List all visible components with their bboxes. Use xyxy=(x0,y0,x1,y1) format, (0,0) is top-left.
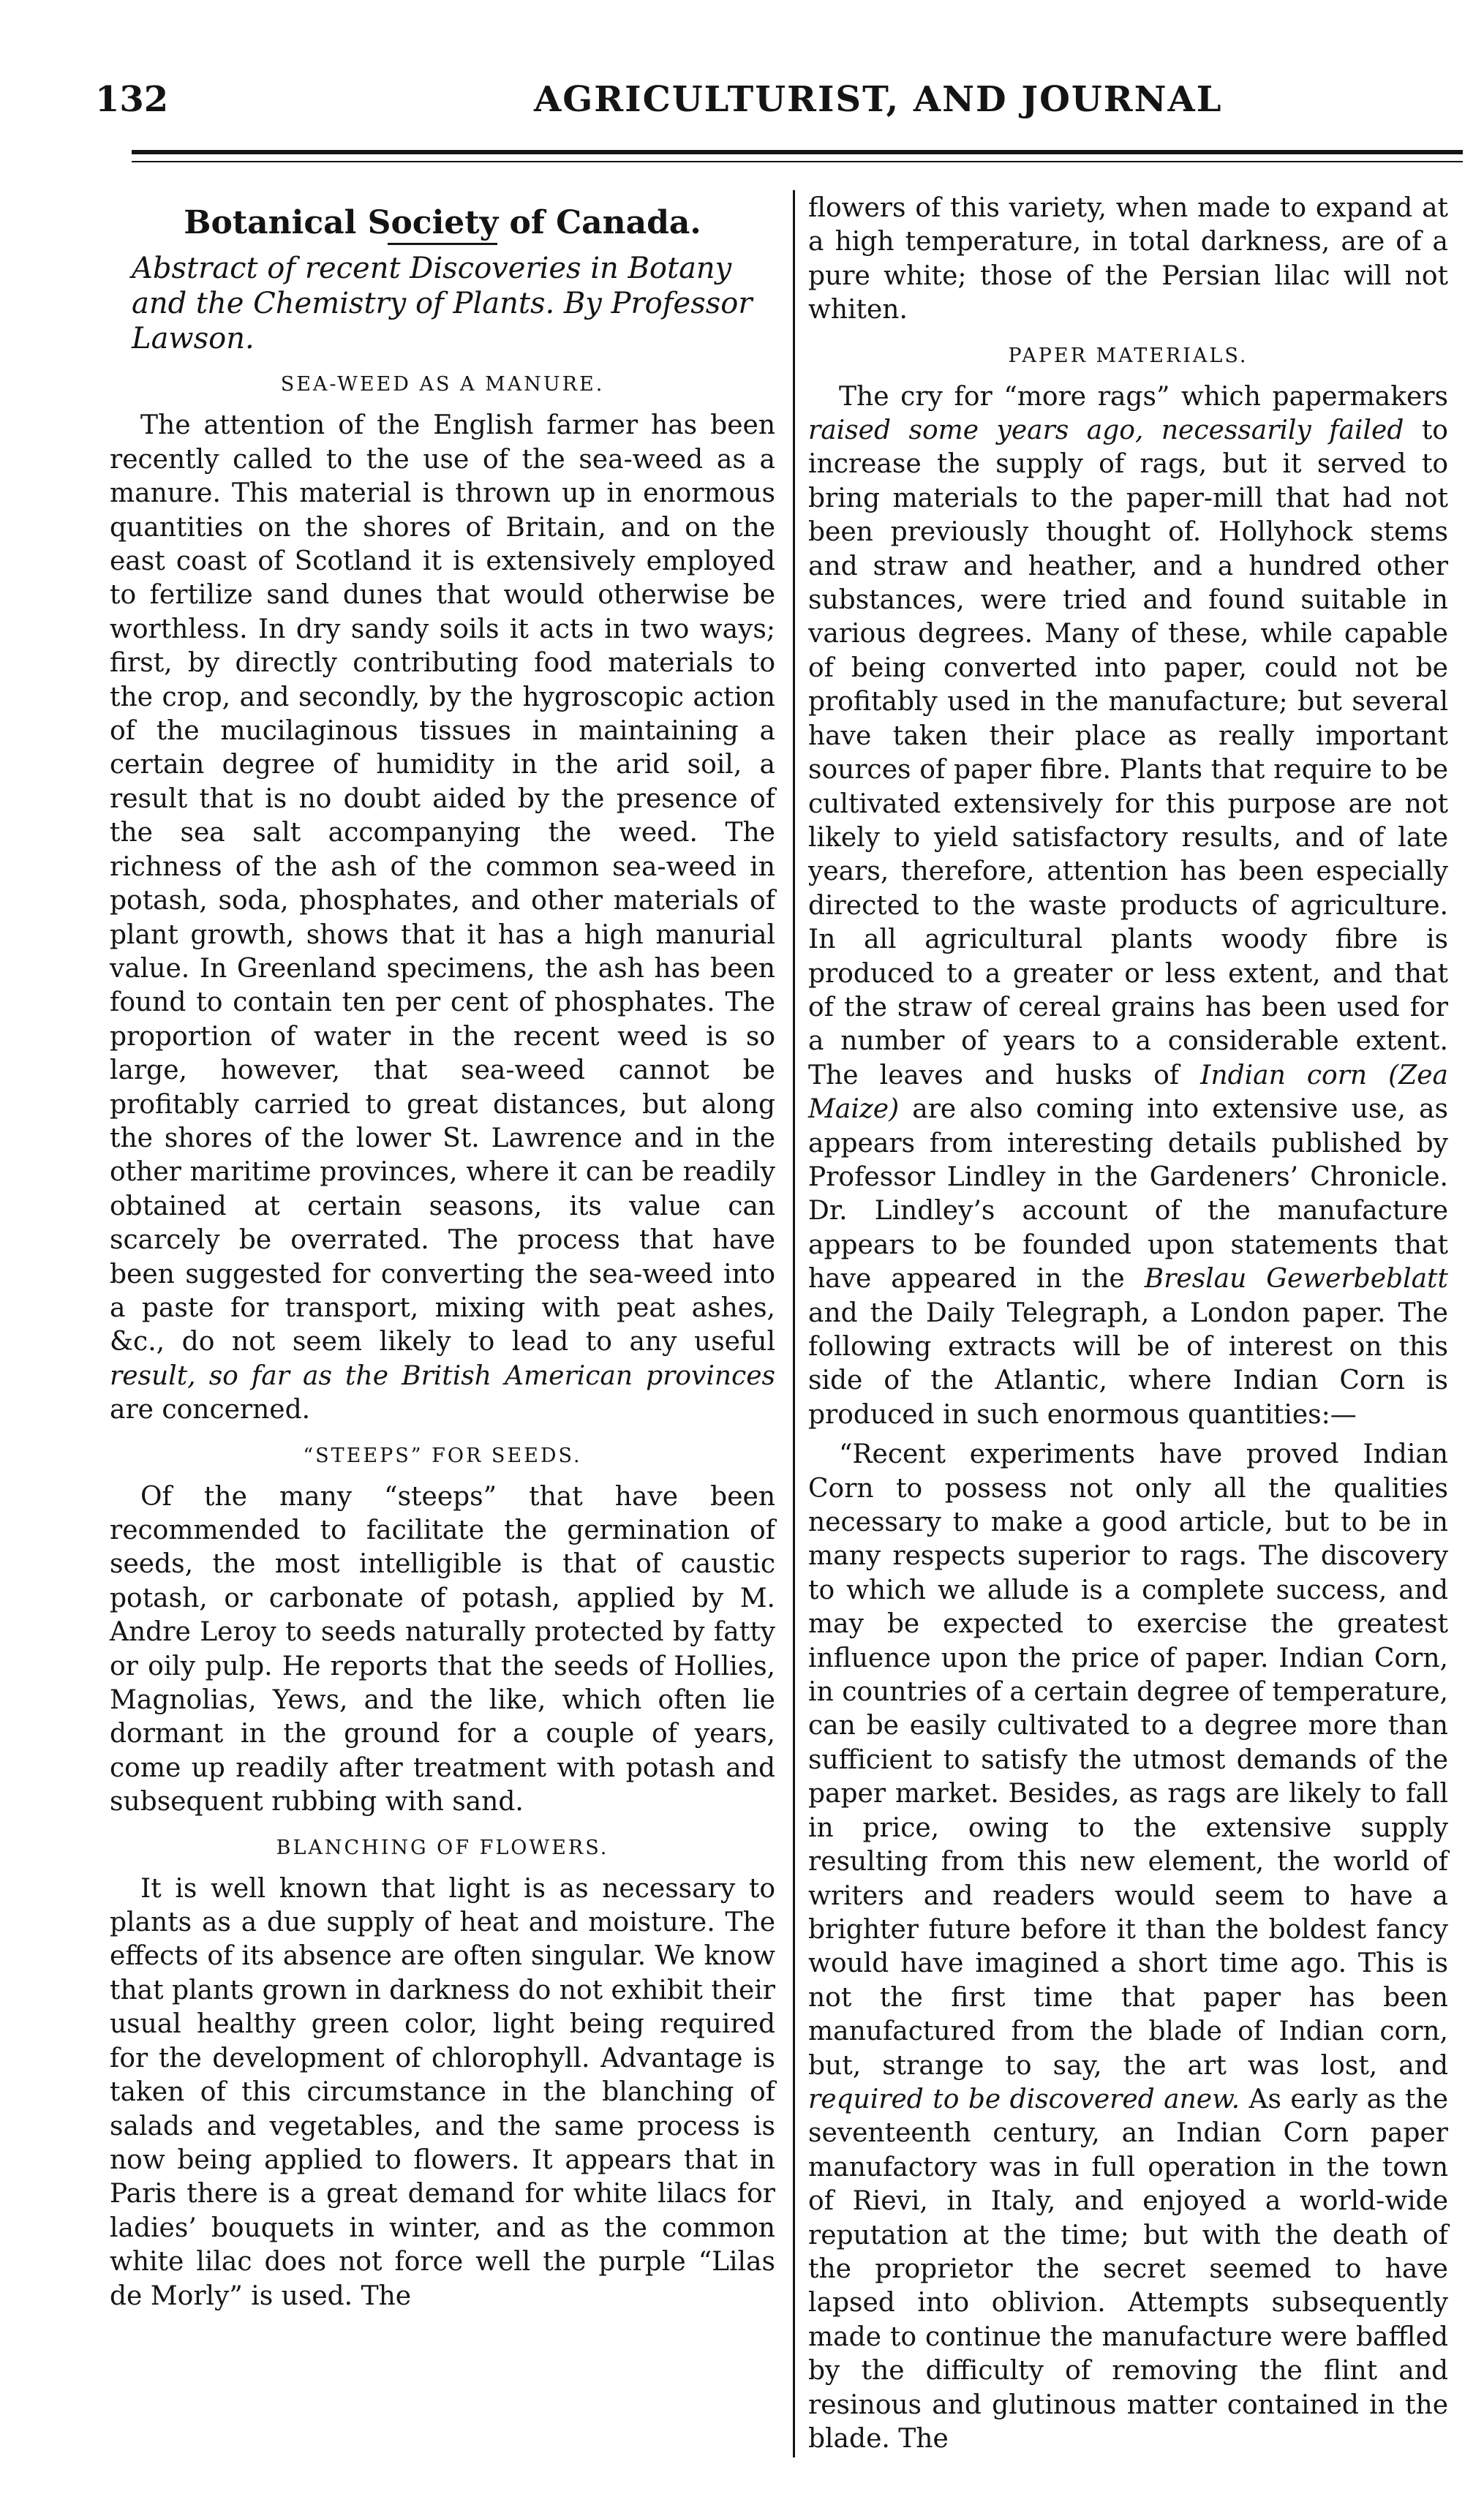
paragraph-steeps: Of the many “steeps” that have been recommended to facilitate the germination of seeds, the most intelligible is that of caustic potash, or carbonate of potash, applied by M. Andre Leroy to seeds naturally protected by fatty or oily pulp. He reports that the seeds of Hollies, Magnolias, Yews, and the like, which often lie dormant in the ground for a couple of years, come up readily after treatment with potash and subsequent rubbing with sand. xyxy=(110,1481,775,1817)
section-heading-steeps: “STEEPS” FOR SEEDS. xyxy=(303,1444,582,1467)
paragraph-blanching-continued: flowers of this variety, when made to expand at a high temperature, in total darkness, are of a pure white; those of the Persian lilac will not whiten. xyxy=(808,193,1448,325)
paragraph-paper-materials xyxy=(808,380,1448,1433)
paragraph-seaweed-end: are concerned. xyxy=(110,1395,311,1425)
paper-text-italic-breslau: Breslau Gewerbeblatt xyxy=(1144,1264,1448,1295)
paragraph-indian-corn-quote xyxy=(808,1438,1448,2456)
paper-text-italic: raised some years ago, necessarily failed xyxy=(808,415,1404,446)
header-rule-thick xyxy=(132,150,1463,154)
paper-text-a: The cry for “more rags” which papermakers xyxy=(839,381,1448,412)
paper-text-b: to increase the supply of rags, but it served to bring materials to the paper-mill that had not been previously thought of. Hollyhock stems and straw and heather, and a hundred other substances, were tried and found suitable in various degrees. Many of these, while capable of being converted into paper, could not be profitably used in the manufacture; but several have taken their place as really important sources of paper fibre. Plants that require to be cultivated extensively for this purpose are not likely to yield satisfactory results, and of late years, therefore, attention has been especially directed to the waste products of agriculture. In all agricultural plants woody fibre is produced to a greater or less extent, and that of the straw of cereal grains has been used for a number of years to a considerable extent. The leaves and husks of xyxy=(808,415,1448,1090)
paragraph-seaweed-text: The attention of the English farmer has been recently called to the use of the sea-weed as a manure. This material is thrown up in enormous quantities on the shores of Britain, and on the east coast of Scotland it is extensively employed to fertilize sand dunes that would otherwise be worthless. In dry sandy soils it acts in two ways; first, by directly contributing food materials to the crop, and secondly, by the hygroscopic action of the mucilaginous tissues in maintaining a certain degree of humidity in the arid soil, a result that is no doubt aided by the presence of the sea salt accompanying the weed. The richness of the ash of the common sea-weed in potash, soda, phosphates, and other materials of plant growth, shows that it has a high manurial value. In Greenland specimens, the ash has been found to contain ten per cent of phosphates. The proportion of water in the recent weed is so large, however, that sea-weed cannot be profitably carried to great distances, but along the shores of the lower St. Lawrence and in the other maritime provinces, where it can be readily obtained at certain seasons, its value can scarcely be overrated. The process that have been suggested for converting the sea-weed into a paste for transport, mixing with peat ashes, &c., do not seem likely to lead to any useful xyxy=(110,410,775,1357)
page-number: 132 xyxy=(95,79,169,120)
society-title: Botanical Society of Canada. xyxy=(184,204,701,241)
title-rule xyxy=(388,243,497,245)
paper-text-c: are also coming into extensive use, as appears from interesting details published by Professor Lindley in the Gardeners’ Chronicle. Dr. Lindley’s account of the manufacture appears to be founded upon statements that have appeared in the xyxy=(808,1094,1448,1295)
quote-text-a: “Recent experiments have proved Indian Corn to possess not only all the qualities necessary to make a good article, but to be in many respects superior to rags. The discovery to which we allude is a complete success, and may be expected to exercise the greatest influence upon the price of paper. Indian Corn, in countries of a certain degree of temperature, can be easily cultivated to a degree more than sufficient to satisfy the utmost demands of the paper market. Besides, as rags are likely to fall in price, owing to the extensive supply resulting from this new element, the world of writers and readers would seem to have a brighter future before it than the boldest fancy would have imagined a short time ago. This is not the first time that paper has been manufactured from the blade of Indian corn, but, strange to say, the art was lost, and xyxy=(808,1439,1448,2081)
section-heading-seaweed: SEA-WEED AS A MANURE. xyxy=(280,373,605,396)
page-header xyxy=(95,79,1463,130)
paragraph-seaweed xyxy=(110,409,775,1427)
left-column xyxy=(110,192,775,2319)
paragraph-blanching: It is well known that light is as necessary to plants as a due supply of heat and moisture. The effects of its absence are often singular. We know that plants grown in darkness do not exhibit their usual healthy green color, light being required for the development of chlorophyll. Advantage is taken of this circumstance in the blanching of salads and vegetables, and the same process is now being applied to flowers. It appears that in Paris there is a great demand for white lilacs for ladies’ bouquets in winter, and as the common white lilac does not force well the purple “Lilas de Morly” is used. The xyxy=(110,1873,775,2311)
paragraph-seaweed-italic: result, so far as the British American provinces xyxy=(110,1360,775,1391)
section-heading-paper: PAPER MATERIALS. xyxy=(1008,344,1248,367)
abstract-title: Abstract of recent Discoveries in Botany and the Chemistry of Plants. By Professor Lawson. xyxy=(132,252,753,356)
quote-text-b: As early as the seventeenth century, an Indian Corn paper manufactory was in full operation in the town of Rievi, in Italy, and enjoyed a world-wide reputation at the time; but with the death of the proprietor the secret seemed to have lapsed into oblivion. Attempts subsequently made to continue the manufacture were baffled by the difficulty of removing the flint and resinous and glutinous matter contained in the blade. The xyxy=(808,2084,1448,2454)
column-divider xyxy=(793,190,795,2457)
right-column xyxy=(808,192,1448,2462)
section-heading-blanching: BLANCHING OF FLOWERS. xyxy=(276,1836,609,1859)
paper-text-d: and the Daily Telegraph, a London paper. The following extracts will be of interest on this side of the Atlantic, where Indian Corn is produced in such enormous quantities:— xyxy=(808,1297,1448,1430)
header-rule-thin xyxy=(132,161,1463,162)
running-title: AGRICULTURIST, AND JOURNAL xyxy=(534,79,1223,120)
paper-text-italic-corn: Indian corn (Zea Maize) xyxy=(808,1060,1448,1125)
quote-text-italic: required to be discovered anew. xyxy=(808,2084,1240,2114)
